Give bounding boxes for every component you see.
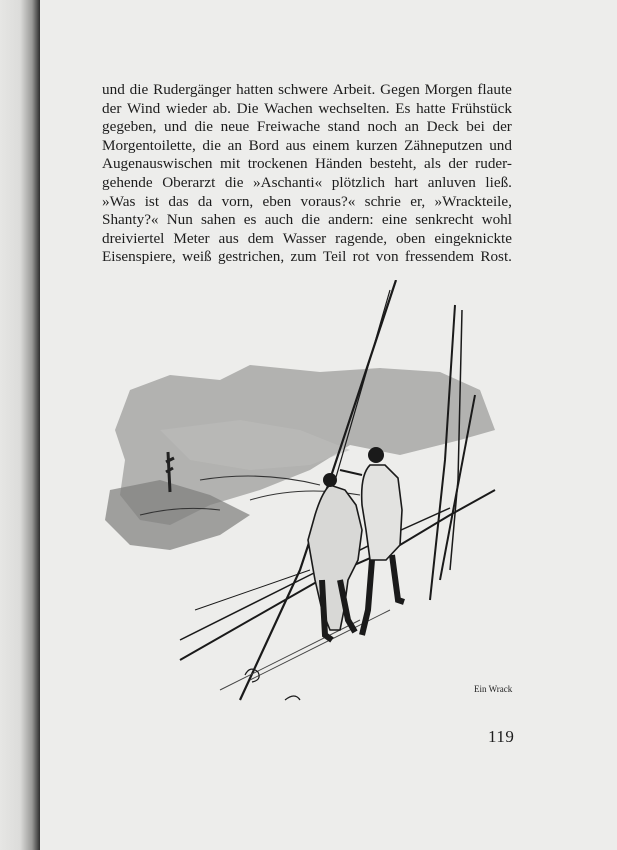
- figure-sailor-left: [308, 473, 362, 640]
- text-line: »Was ist das da vorn, eben voraus?« schrie er, »Wrackteile,: [102, 192, 512, 210]
- body-text: [102, 81, 512, 267]
- book-gutter: [0, 0, 40, 850]
- illustration-caption: Ein Wrack: [474, 684, 513, 694]
- text-line: gegeben, und die neue Freiwache stand noch an Deck bei der: [102, 118, 512, 136]
- text-line: Eisenspiere, weiß gestrichen, zum Teil rot von fressendem Rost.: [102, 248, 512, 266]
- text-line: der Wind wieder ab. Die Wachen wechselten. Es hatte Frühstück: [102, 99, 512, 117]
- page-number: 119: [488, 727, 515, 746]
- text-line: Augenauswischen mit trockenen Händen besteht, als der ruder-: [102, 155, 512, 173]
- illustration-wreck: [100, 280, 520, 720]
- text-line: gehende Oberarzt die »Aschanti« plötzlich hart anluven ließ.: [102, 173, 512, 191]
- text-line: Morgentoilette, die an Bord aus einem kurzen Zähneputzen und: [102, 136, 512, 154]
- text-line: dreiviertel Meter aus dem Wasser ragende, oben eingeknickte: [102, 229, 512, 247]
- text-line: Shanty?« Nun sahen es auch die andern: eine senkrecht wohl: [102, 211, 512, 229]
- text-line: und die Rudergänger hatten schwere Arbeit. Gegen Morgen flaute: [102, 81, 512, 98]
